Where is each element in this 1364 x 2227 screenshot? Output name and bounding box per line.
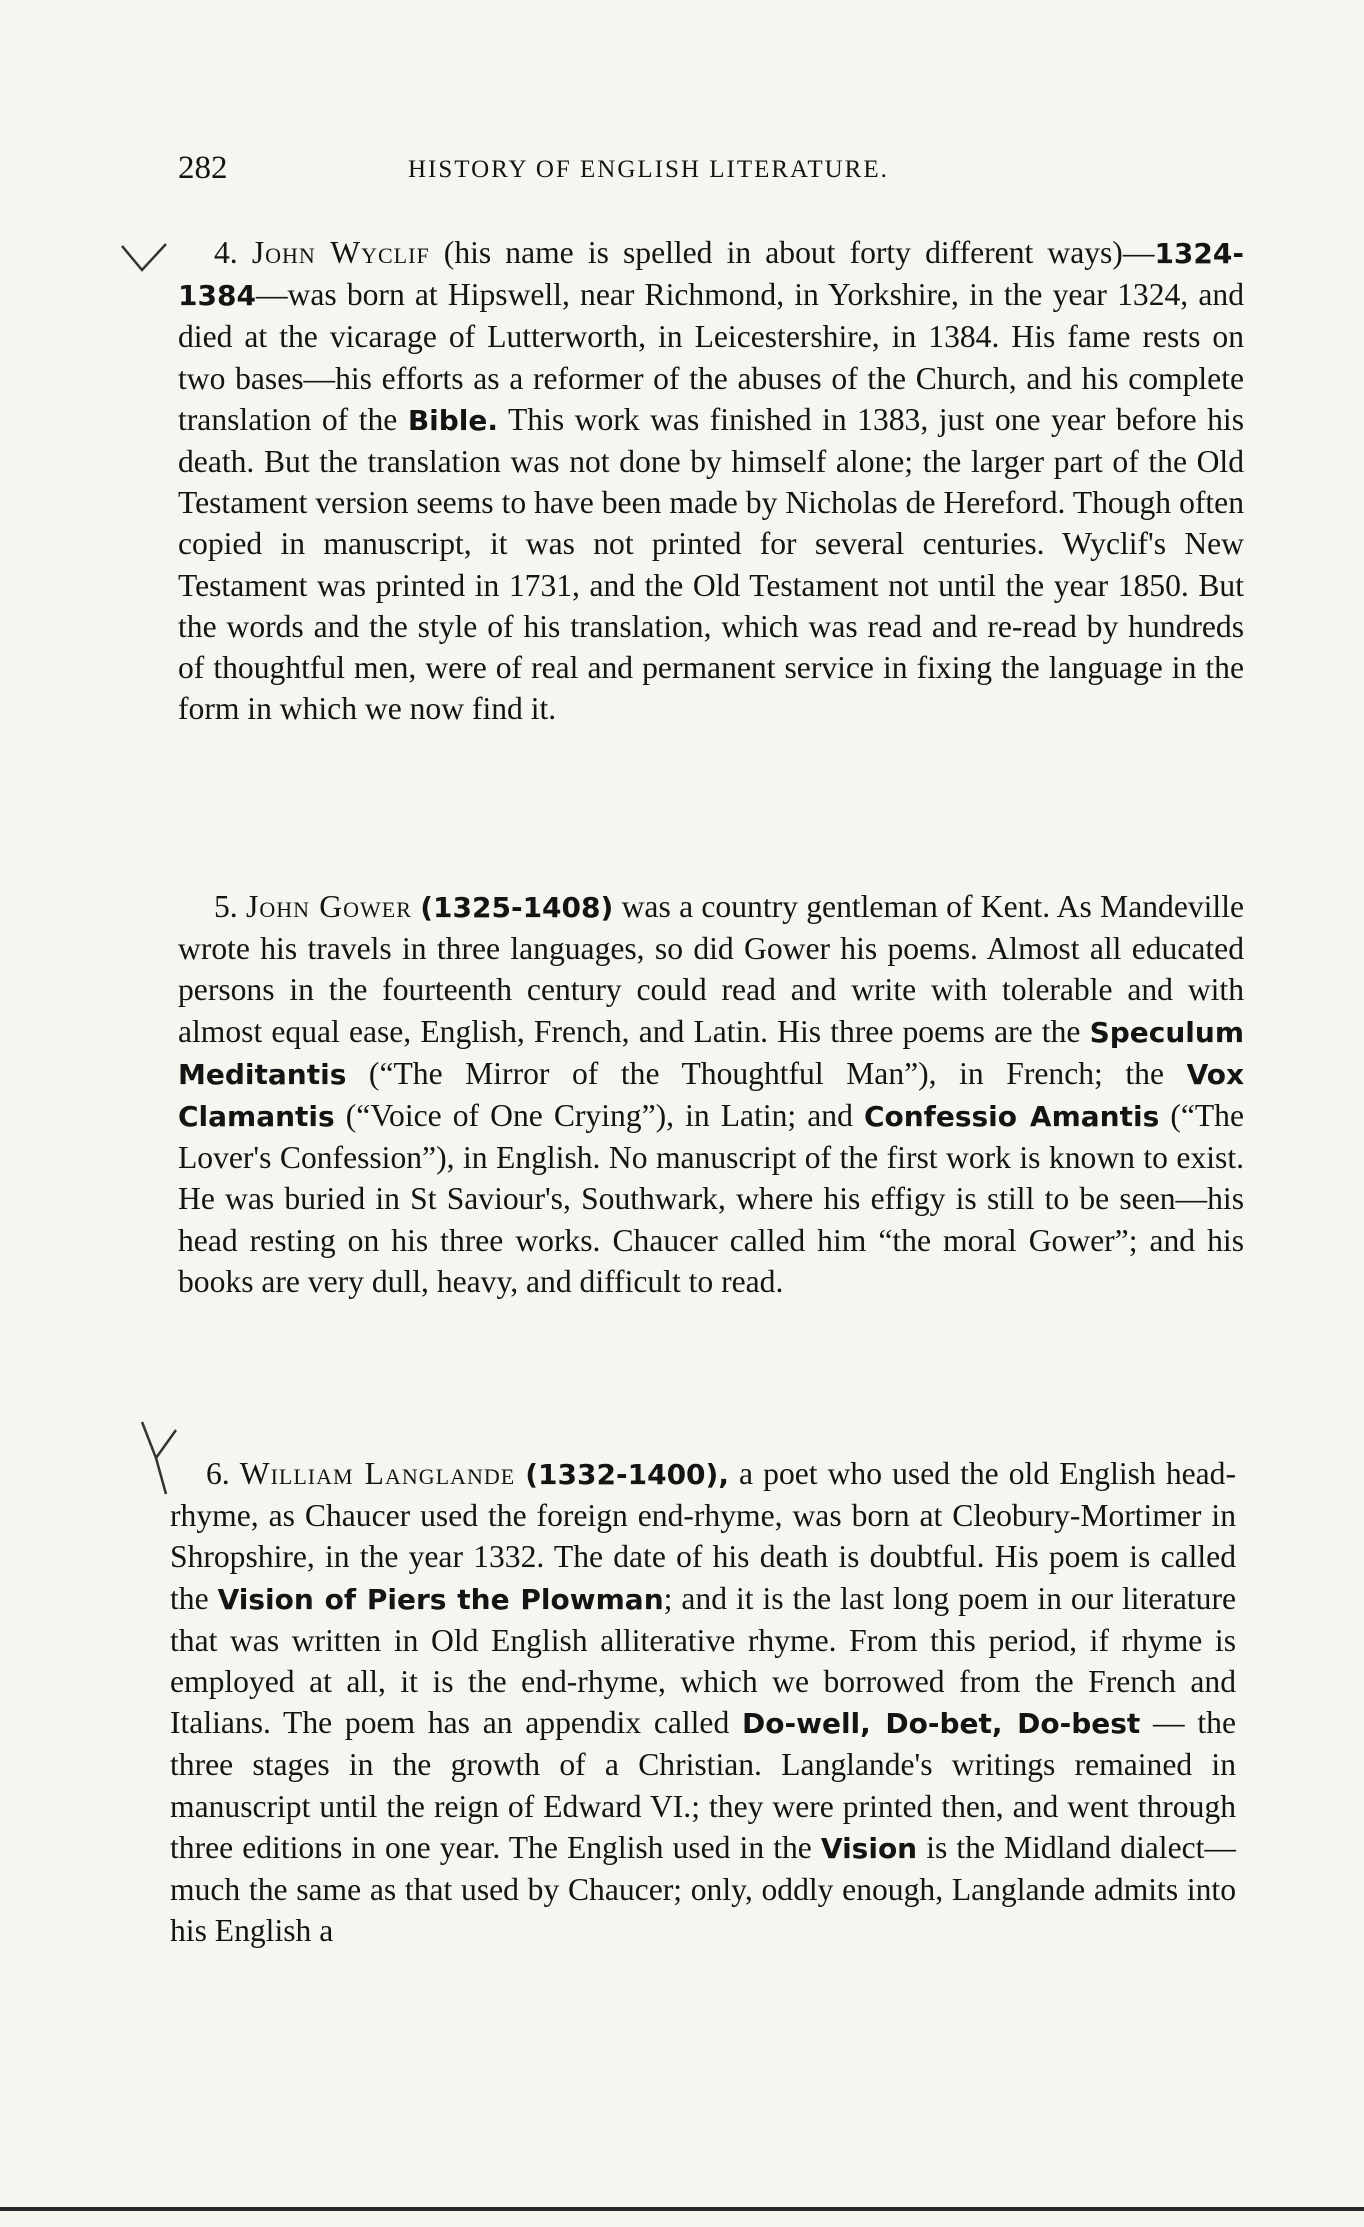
check-mark-icon xyxy=(120,240,180,280)
author-dates: (1332-1400), xyxy=(525,1458,729,1491)
paragraph-langlande xyxy=(170,1453,1236,1951)
paragraph-text: — the three stages in the growth of a Christian. Langlande's writings remained in manuscript until the reign of Edward VI.; they were printed then, and went through three editions in one year. The English used in the xyxy=(170,1705,1236,1865)
author-dates: 1324-1384 xyxy=(178,237,1244,313)
paragraph-gower xyxy=(178,886,1244,1302)
work-title: Vox Clamantis xyxy=(178,1057,1244,1134)
work-title: Bible. xyxy=(407,403,499,437)
work-title: Vision of Piers the Plowman xyxy=(217,1582,664,1616)
section-number: 5. xyxy=(214,889,238,924)
paragraph-text: (“Voice of One Crying”), in Latin; and xyxy=(334,1098,864,1134)
paragraph-text: This work was finished in 1383, just one year before his death. But the translation was not done by himself alone; the larger part of the Old Testament version seems to have been made by Nicholas de Hereford. Though often copied in manuscript, it was not printed for several centuries. Wyclif's New Testament was printed in 1731, and the Old Testament not until the year 1850. But the words and the style of his translation, which was read and re-read by hundreds of thoughtful men, were of real and permanent service in fixing the language in the form in which we now find it. xyxy=(178,401,1244,727)
paragraph-text: ; and it is the last long poem in our literature that was written in Old English alliterative rhyme. From this period, if rhyme is employed at all, it is the end-rhyme, which we borrowed from the French and Italians. The poem has an appendix called xyxy=(170,1580,1236,1741)
page-header xyxy=(178,150,1238,196)
paragraph-text: (“The Lover's Confession”), in English. No manuscript of the first work is known to exist. He was buried in St Saviour's, Southwark, where his effigy is still to be seen—his head resting on his three works. Chaucer called him “the moral Gower”; and his books are very dull, heavy, and difficult to read. xyxy=(178,1098,1244,1299)
author-dates: (1325-1408) xyxy=(420,891,614,924)
author-name: John Wyclif xyxy=(251,235,430,270)
bottom-border xyxy=(0,2207,1364,2211)
paragraph-text: (“The Mirror of the Thoughtful Man”), in French; the xyxy=(346,1055,1187,1091)
work-title: Confessio Amantis xyxy=(863,1100,1160,1134)
section-number: 4. xyxy=(214,235,238,270)
author-name: William Langlande xyxy=(239,1456,516,1491)
paragraph-text: —was born at Hipswell, near Richmond, in Yorkshire, in the year 1324, and died at the vicarage of Lutterworth, in Leicestershire, in 1384. His fame rests on two bases—his efforts as a reformer of the abuses of the Church, and his complete translation of the xyxy=(178,277,1244,437)
paragraph-text: a poet who used the old English head-rhyme, as Chaucer used the foreign end-rhyme, was born at Cleobury-Mortimer in Shropshire, in the year 1332. The date of his death is doubtful. His poem is called the xyxy=(170,1456,1236,1616)
paragraph-text: is the Midland dialect—much the same as that used by Chaucer; only, oddly enough, Langlande admits into his English a xyxy=(170,1829,1236,1949)
section-number: 6. xyxy=(206,1456,230,1491)
work-title: Do-well, Do-bet, Do-best xyxy=(742,1707,1141,1741)
running-title: HISTORY OF ENGLISH LITERATURE. xyxy=(408,156,889,183)
author-name: John Gower xyxy=(246,889,412,924)
page-number: 282 xyxy=(178,150,228,186)
paragraph-text: was a country gentleman of Kent. As Mandeville wrote his travels in three languages, so did Gower his poems. Almost all educated persons in the fourteenth century could read and write with tolerable and with almost equal ease, English, French, and Latin. His three poems are the xyxy=(178,889,1244,1049)
work-title: Vision xyxy=(820,1831,918,1865)
paragraph-wyclif xyxy=(178,232,1244,729)
work-title: Speculum Meditantis xyxy=(178,1015,1244,1091)
paragraph-text: (his name is spelled in about forty different ways)— xyxy=(429,235,1155,270)
